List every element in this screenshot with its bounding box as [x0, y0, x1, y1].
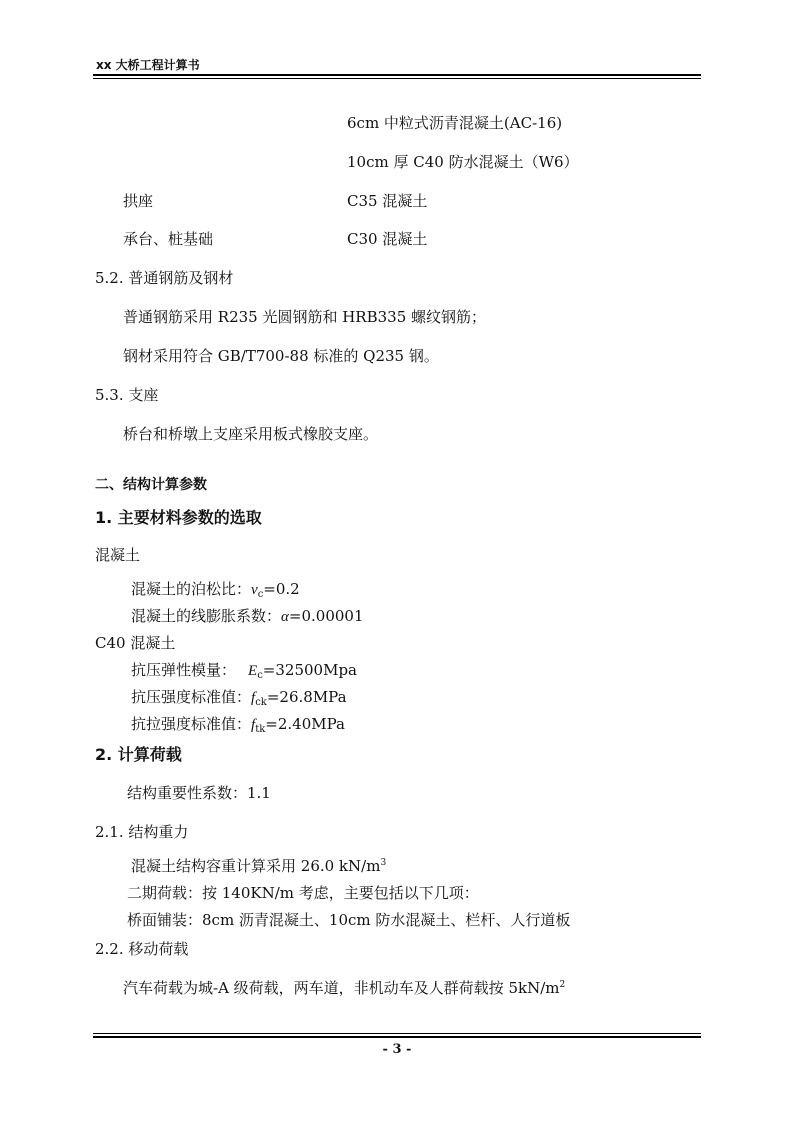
section-2-heading: 2. 计算荷载: [95, 745, 182, 764]
modulus-subscript: c: [257, 670, 263, 681]
material-row3-label: 拱座: [123, 192, 154, 210]
part2-heading: 二、结构计算参数: [95, 477, 207, 493]
modulus-symbol: E: [248, 663, 258, 679]
modulus-value: =32500Mpa: [262, 661, 357, 679]
importance-factor: 结构重要性系数：1.1: [127, 784, 271, 802]
section-1-heading: 1. 主要材料参数的选取: [95, 508, 262, 527]
expansion-label: 混凝土的线膨胀系数：: [131, 607, 282, 625]
material-row4-label: 承台、桩基础: [123, 230, 214, 248]
vehicle-load-superscript: 2: [559, 980, 566, 990]
footer-rule-thick: [93, 1036, 701, 1038]
second-stage-load: 二期荷载：按 140KN/m 考虑，主要包括以下几项：: [127, 884, 479, 902]
section-5-3-line1: 桥台和桥墩上支座采用板式橡胶支座。: [123, 425, 379, 443]
poisson-symbol: ν: [251, 582, 258, 598]
unit-weight-text: 混凝土结构容重计算采用 26.0 kN/m: [131, 857, 381, 875]
unit-weight-superscript: 3: [380, 858, 387, 868]
fck-subscript: ck: [255, 697, 267, 708]
ftk-subscript: tk: [255, 724, 266, 735]
ftk-line: [131, 713, 345, 735]
ftk-value: =2.40MPa: [265, 715, 345, 733]
fck-label: 抗压强度标准值：: [131, 688, 252, 706]
poisson-value: =0.2: [263, 580, 300, 598]
c40-label: C40 混凝土: [95, 634, 176, 652]
expansion-symbol: α: [281, 609, 289, 625]
fck-value: =26.8MPa: [266, 688, 347, 706]
header-title: xx 大桥工程计算书: [96, 58, 200, 72]
modulus-line: [131, 659, 357, 681]
section-5-2-heading: 5.2. 普通钢筋及钢材: [95, 269, 234, 287]
page-number: - 3 -: [382, 1042, 412, 1057]
fck-line: [131, 686, 347, 708]
deck-pavement: 桥面铺装：8cm 沥青混凝土、10cm 防水混凝土、栏杆、人行道板: [127, 911, 571, 929]
section-5-2-line1: 普通钢筋采用 R235 光圆钢筋和 HRB335 螺纹钢筋；: [123, 308, 487, 326]
section-2-1-heading: 2.1. 结构重力: [95, 823, 189, 841]
ftk-symbol: f: [251, 717, 256, 733]
modulus-label: 抗压弹性模量：: [131, 661, 237, 679]
header-rule-thick: [93, 74, 701, 76]
ftk-label: 抗拉强度标准值：: [131, 715, 252, 733]
section-5-2-line2: 钢材采用符合 GB/T700-88 标准的 Q235 钢。: [123, 347, 439, 365]
poisson-label: 混凝土的泊松比：: [131, 580, 252, 598]
poisson-subscript: c: [257, 589, 264, 600]
expansion-line: [131, 605, 364, 626]
material-row1-value: 6cm 中粒式沥青混凝土(AC-16): [347, 114, 563, 132]
section-2-2-heading: 2.2. 移动荷载: [95, 940, 189, 958]
material-row4-value: C30 混凝土: [347, 230, 428, 248]
header-rule-thin: [93, 78, 701, 79]
unit-weight-line: [131, 855, 386, 876]
vehicle-load-text: 汽车荷载为城-A 级荷载，两车道，非机动车及人群荷载按 5kN/m: [123, 979, 560, 997]
section-5-3-heading: 5.3. 支座: [95, 386, 159, 404]
vehicle-load-line: [123, 977, 565, 998]
footer-rule-thin: [93, 1033, 701, 1034]
expansion-value: =0.00001: [288, 607, 364, 625]
material-row3-value: C35 混凝土: [347, 192, 428, 210]
material-row2-value: 10cm 厚 C40 防水混凝土（W6）: [347, 153, 579, 171]
concrete-label: 混凝土: [95, 546, 141, 564]
fck-symbol: f: [251, 690, 256, 706]
poisson-line: [131, 578, 300, 600]
